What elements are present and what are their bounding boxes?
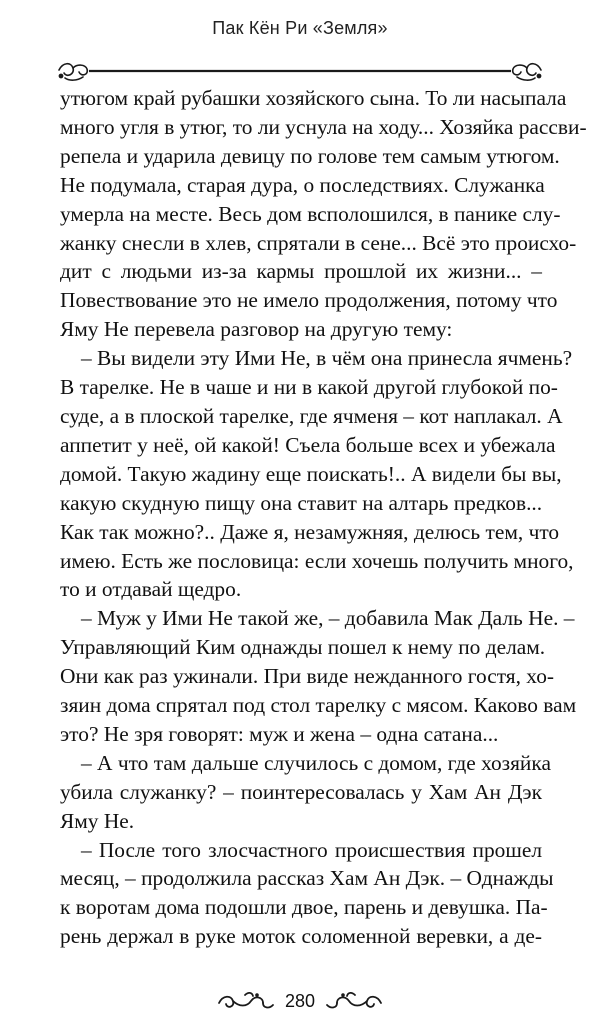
text-line: рень держал в руке моток соломенной веревки, а де- (60, 924, 542, 949)
text-line: Не подумала, старая дура, о последствиях. Служанка (60, 172, 545, 197)
text-line: Как так можно?.. Даже я, незамужняя, делюсь тем, что (60, 519, 560, 544)
folio (0, 984, 600, 1018)
text-line: это? Не зря говорят: муж и жена – одна сатана... (60, 721, 499, 746)
text-line: В тарелке. Не в чаше и ни в какой другой глубокой по- (60, 375, 558, 400)
text-line: – После того злосчастного происшествия прошел (81, 837, 542, 862)
text-line: – А что там дальше случилось с домом, где хозяйка (81, 750, 551, 775)
text-line: какую скудную пищу она ставит на алтарь предков... (60, 490, 543, 515)
text-line: убила служанку? – поинтересовалась у Хам Ан Дэк (60, 779, 542, 804)
text-line: – Вы видели эту Ими Не, в чём она принесла ячмень? (81, 346, 573, 371)
text-line: дит с людьми из-за кармы прошлой их жизни... – (60, 259, 542, 284)
text-line: много угля в утюг, то ли уснула на ходу... Хозяйка рассви- (60, 114, 587, 139)
running-head: Пак Кён Ри «Земля» (212, 18, 388, 38)
text-line: домой. Такую жадину еще поискать!.. А видели бы вы, (60, 461, 562, 486)
text-line: аппетит у неё, ой какой! Съела больше всех и убежала (60, 432, 556, 457)
body-text (60, 84, 587, 951)
text-line: – Муж у Ими Не такой же, – добавила Мак Даль Не. – (81, 606, 575, 631)
text-line: Повествование это не имело продолжения, потому что (60, 288, 558, 313)
text-line: жанку снесли в хлев, спрятали в сене... Всё это происхо- (60, 230, 577, 255)
text-line: Яму Не перевела разговор на другую тему: (60, 317, 453, 342)
text-line: умерла на месте. Весь дом всполошился, в панике слу- (60, 201, 561, 226)
text-line: зяин дома спрятал под стол тарелку с мясом. Каково вам (60, 693, 577, 718)
text-line: к воротам дома подошли двое, парень и девушка. Па- (60, 895, 548, 920)
text-line: то и отдавай щедро. (60, 577, 242, 602)
text-line: имею. Есть же пословица: если хочешь получить много, (60, 548, 574, 573)
text-line: Они как раз ужинали. При виде нежданного гостя, хо- (60, 664, 555, 689)
header-rule-ornament-icon (55, 56, 545, 86)
text-line: репела и ударила девицу по голове тем самым утюгом. (60, 143, 560, 168)
text-line: утюгом край рубашки хозяйского сына. То ли насыпала (60, 86, 567, 110)
right-scroll-ornament-icon (325, 989, 383, 1013)
page-number: 280 (284, 990, 316, 1011)
text-line: Управляющий Ким однажды пошел к нему по делам. (60, 635, 546, 660)
text-line: суде, а в плоской тарелке, где ячменя – кот наплакал. А (60, 403, 563, 428)
text-line: Яму Не. (60, 808, 135, 833)
text-line: месяц, – продолжила рассказ Хам Ан Дэк. – Однажды (60, 866, 554, 891)
left-scroll-ornament-icon (217, 989, 275, 1013)
